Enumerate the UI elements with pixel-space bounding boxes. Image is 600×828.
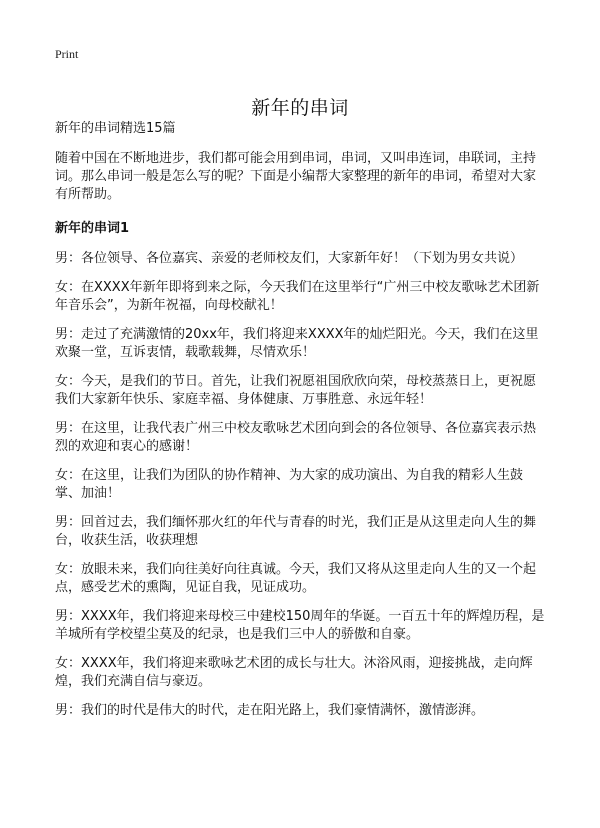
script-paragraph: 男：回首过去，我们缅怀那火红的年代与青春的时光，我们正是从这里走向人生的舞台，收获生活，收获理想 bbox=[55, 515, 537, 548]
script-paragraph: 女：今天，是我们的节日。首先，让我们祝愿祖国欣欣向荣，母校蒸蒸日上，更祝愿我们大家新年快乐、家庭幸福、身体健康、万事胜意、永远年轻！ bbox=[55, 374, 537, 407]
print-label: Print bbox=[55, 47, 79, 61]
script-paragraph: 男：各位领导、各位嘉宾、亲爱的老师校友们，大家新年好！（下划为男女共说） bbox=[55, 251, 524, 266]
script-paragraph: 女：XXXX年，我们将迎来歌咏艺术团的成长与壮大。沐浴风雨，迎接挑战，走向辉煌，我们充满自信与豪迈。 bbox=[55, 656, 533, 689]
script-paragraph: 男：我们的时代是伟大的时代，走在阳光路上，我们豪情满怀，激情澎湃。 bbox=[55, 703, 485, 718]
section-heading: 新年的串词1 bbox=[55, 221, 130, 236]
script-paragraph: 女：放眼未来，我们向往美好向往真诚。今天，我们又将从这里走向人生的又一个起点，感受艺术的熏陶，见证自我，见证成功。 bbox=[55, 562, 537, 595]
script-paragraph: 男：走过了充满激情的20xx年，我们将迎来XXXX年的灿烂阳光。今天，我们在这里欢聚一堂，互诉衷情，载歌载舞，尽情欢乐！ bbox=[55, 327, 539, 360]
page-title: 新年的串词 bbox=[251, 96, 349, 119]
script-paragraph: 女：在这里，让我们为团队的协作精神、为大家的成功演出、为自我的精彩人生鼓掌、加油！ bbox=[55, 468, 524, 501]
script-paragraph: 男：XXXX年，我们将迎来母校三中建校150周年的华诞。一百五十年的辉煌历程，是羊城所有学校望尘莫及的纪录，也是我们三中人的骄傲和自豪。 bbox=[55, 609, 545, 642]
document-body bbox=[55, 120, 547, 731]
script-paragraph: 男：在这里，让我代表广州三中校友歌咏艺术团向到会的各位领导、各位嘉宾表示热烈的欢迎和衷心的感谢！ bbox=[55, 421, 537, 454]
intro-paragraph: 随着中国在不断地进步，我们都可能会用到串词，串词，又叫串连词，串联词，主持词。那么串词一般是怎么写的呢？下面是小编帮大家整理的新年的串词，希望对大家有所帮助。 bbox=[55, 151, 537, 202]
document-subtitle: 新年的串词精选15篇 bbox=[55, 121, 176, 136]
script-paragraph: 女：在XXXX年新年即将到来之际，今天我们在这里举行“广州三中校友歌咏艺术团新年音乐会”，为新年祝福，向母校献礼！ bbox=[55, 280, 540, 313]
